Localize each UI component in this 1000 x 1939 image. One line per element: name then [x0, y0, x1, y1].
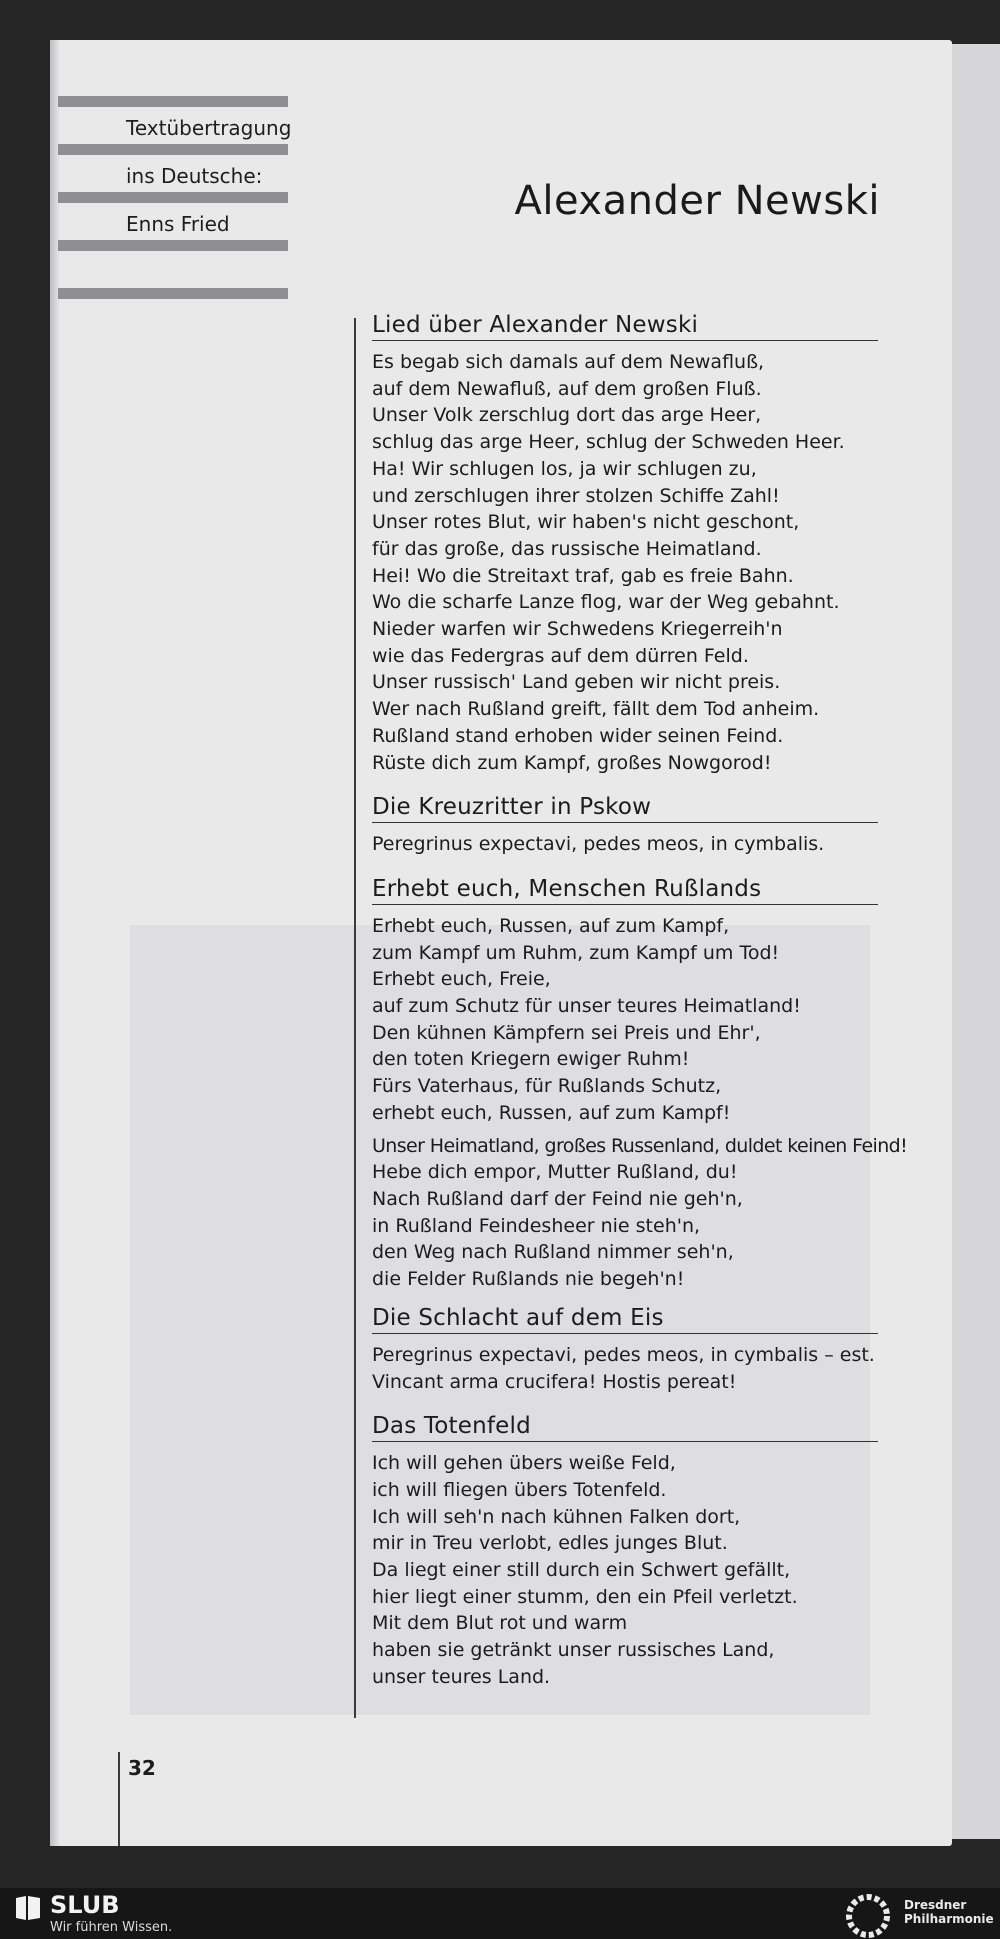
stripe — [58, 192, 288, 203]
verse-line: die Felder Rußlands nie begeh'n! — [372, 1268, 685, 1291]
verse-line: den toten Kriegern ewiger Ruhm! — [372, 1048, 690, 1071]
verse-line: schlug das arge Heer, schlug der Schweden Heer. — [372, 431, 845, 454]
philharmonie-line1: Dresdner — [904, 1898, 967, 1912]
verse-line: Hebe dich empor, Mutter Rußland, du! — [372, 1161, 738, 1184]
verse-line: Nach Rußland darf der Feind nie geh'n, — [372, 1187, 743, 1210]
verse-line: in Rußland Feindesheer nie steh'n, — [372, 1214, 701, 1237]
verse — [372, 1133, 908, 1293]
verse-line: Unser rotes Blut, wir haben's nicht geschont, — [372, 511, 800, 534]
verse-line: Da liegt einer still durch ein Schwert gefällt, — [372, 1559, 791, 1582]
section-erhebt-euch — [372, 875, 908, 1293]
verse-line: unser teures Land. — [372, 1665, 551, 1688]
section-das-totenfeld — [372, 1413, 878, 1690]
verse-line: Vincant arma crucifera! Hostis pereat! — [372, 1370, 737, 1393]
verse-line: Erhebt euch, Freie, — [372, 968, 551, 991]
vertical-rule — [354, 318, 356, 1718]
verse-line: Es begab sich damals auf dem Newafluß, — [372, 351, 765, 373]
verse — [372, 349, 878, 776]
slub-book-icon — [14, 1894, 42, 1922]
verse-line: für das große, das russische Heimatland. — [372, 537, 762, 560]
verse-line: Nieder warfen wir Schwedens Kriegerreih'n — [372, 618, 783, 641]
verse-line: Den kühnen Kämpfern sei Preis und Ehr', — [372, 1021, 761, 1044]
page-gutter-shadow — [50, 40, 60, 1846]
verse-line: auf dem Newafluß, auf dem großen Fluß. — [372, 377, 762, 400]
verse-line: Erhebt euch, Russen, auf zum Kampf, — [372, 914, 730, 937]
verse-line: Rüste dich zum Kampf, großes Nowgorod! — [372, 751, 772, 774]
verse-line: mir in Treu verlobt, edles junges Blut. — [372, 1532, 728, 1555]
verse-line: Peregrinus expectavi, pedes meos, in cymbalis – est. — [372, 1343, 875, 1366]
verse-line: Peregrinus expectavi, pedes meos, in cymbalis. — [372, 833, 825, 856]
verse-line: Ich will gehen übers weiße Feld, — [372, 1452, 676, 1475]
verse-line: wie das Federgras auf dem dürren Feld. — [372, 644, 749, 667]
stripe — [58, 144, 288, 155]
section-lied-ueber-alexander-newski — [372, 312, 878, 776]
verse-line: Wer nach Rußland greift, fällt dem Tod anheim. — [372, 698, 820, 721]
verse — [372, 1450, 878, 1690]
section-heading: Lied über Alexander Newski — [372, 312, 878, 341]
verse-line: Wo die scharfe Lanze flog, war der Weg gebahnt. — [372, 591, 840, 614]
philharmonie-logo-icon — [843, 1894, 893, 1938]
verse — [372, 913, 878, 1127]
verse-line: erhebt euch, Russen, auf zum Kampf! — [372, 1101, 731, 1124]
verse-line: und zerschlugen ihrer stolzen Schiffe Zahl! — [372, 484, 780, 507]
verse-line: Mit dem Blut rot und warm — [372, 1612, 628, 1635]
page-number: 32 — [128, 1756, 156, 1780]
verse-line: auf zum Schutz für unser teures Heimatland! — [372, 995, 801, 1018]
stripe — [58, 240, 288, 251]
verse-line: haben sie getränkt unser russisches Land, — [372, 1639, 775, 1662]
verse-line: den Weg nach Rußland nimmer seh'n, — [372, 1241, 734, 1264]
page-title: Alexander Newski — [514, 178, 880, 224]
stripe — [58, 288, 288, 299]
verse-line: hier liegt einer stumm, den ein Pfeil verletzt. — [372, 1585, 798, 1608]
translation-credit-line2: ins Deutsche: — [126, 164, 263, 188]
section-heading: Die Kreuzritter in Pskow — [372, 794, 878, 823]
verse-line: Fürs Vaterhaus, für Rußlands Schutz, — [372, 1075, 722, 1098]
philharmonie-line2: Philharmonie — [904, 1912, 994, 1926]
philharmonie-logo-text[interactable] — [904, 1898, 994, 1926]
page-number-rule — [118, 1752, 120, 1846]
slub-logo-text[interactable]: SLUB — [50, 1891, 120, 1919]
section-die-schlacht-auf-dem-eis — [372, 1305, 878, 1395]
verse-line: Hei! Wo die Streitaxt traf, gab es freie Bahn. — [372, 564, 794, 587]
verse-line: Unser russisch' Land geben wir nicht preis. — [372, 671, 781, 694]
verse-line: Ich will seh'n nach kühnen Falken dort, — [372, 1505, 741, 1528]
stripe — [58, 96, 288, 107]
verse-line: Rußland stand erhoben wider seinen Feind. — [372, 724, 784, 747]
translation-credit-line3: Enns Fried — [126, 212, 230, 236]
verse-line: Unser Heimatland, großes Russenland, duldet keinen Feind! — [372, 1134, 908, 1157]
section-die-kreuzritter-in-pskow — [372, 794, 878, 858]
section-heading: Erhebt euch, Menschen Rußlands — [372, 876, 878, 905]
verse — [372, 1342, 878, 1395]
section-heading: Die Schlacht auf dem Eis — [372, 1305, 878, 1334]
verse-line: Ha! Wir schlugen los, ja wir schlugen zu, — [372, 457, 757, 480]
slub-tagline: Wir führen Wissen. — [50, 1920, 173, 1935]
verse — [372, 831, 878, 858]
next-page-edge — [952, 44, 1000, 1839]
translation-credit-line1: Textübertragung — [126, 116, 292, 140]
lyrics-content — [372, 312, 908, 1691]
section-heading: Das Totenfeld — [372, 1413, 878, 1442]
verse-line: zum Kampf um Ruhm, zum Kampf um Tod! — [372, 941, 780, 964]
verse-line: ich will fliegen übers Totenfeld. — [372, 1478, 667, 1501]
verse-line: Unser Volk zerschlug dort das arge Heer, — [372, 404, 762, 427]
